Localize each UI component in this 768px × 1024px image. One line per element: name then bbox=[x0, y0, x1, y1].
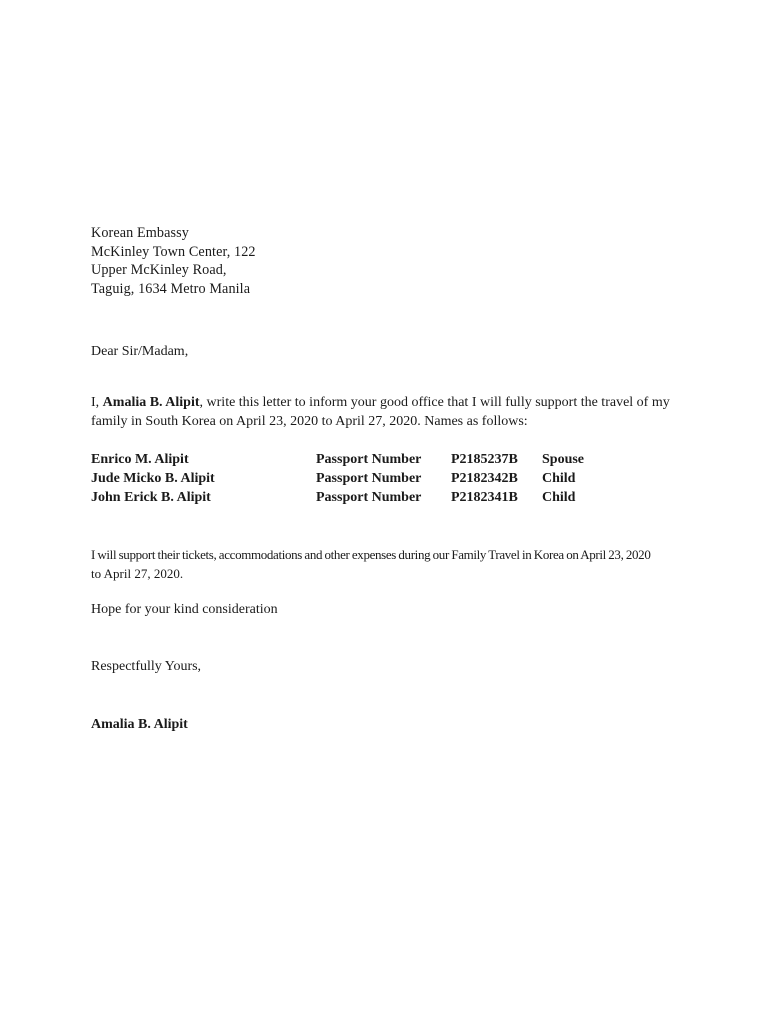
address-line: McKinley Town Center, 122 bbox=[91, 243, 256, 260]
passport-label: Passport Number bbox=[316, 452, 422, 467]
intro-prefix: I, bbox=[91, 395, 103, 410]
intro-line-1 bbox=[91, 393, 681, 412]
relation: Child bbox=[542, 471, 576, 486]
passport-number: P2182341B bbox=[451, 490, 518, 505]
signature-name: Amalia B. Alipit bbox=[91, 717, 188, 732]
passport-label: Passport Number bbox=[316, 471, 422, 486]
address-line: Korean Embassy bbox=[91, 225, 189, 241]
relation: Child bbox=[542, 490, 576, 505]
salutation: Dear Sir/Madam, bbox=[91, 344, 189, 359]
consideration-line: Hope for your kind consideration bbox=[91, 602, 278, 617]
passport-number: P2185237B bbox=[451, 452, 518, 467]
address-line: Upper McKinley Road, bbox=[91, 262, 227, 278]
address-line: Taguig, 1634 Metro Manila bbox=[91, 280, 251, 297]
intro-paragraph bbox=[91, 393, 681, 431]
member-name: Enrico M. Alipit bbox=[91, 452, 189, 467]
support-line-2: to April 27, 2020. bbox=[91, 566, 184, 581]
member-name: Jude Micko B. Alipit bbox=[91, 471, 215, 486]
recipient-address bbox=[91, 224, 256, 298]
intro-line-1-rest: , write this letter to inform your good office that I will fully support the travel of my bbox=[199, 395, 670, 410]
support-paragraph bbox=[91, 545, 691, 583]
support-line-1: I will support their tickets, accommodations and other expenses during our Family Travel in Korea on April 23, 2020 bbox=[91, 547, 651, 562]
passport-label: Passport Number bbox=[316, 490, 422, 505]
member-name: John Erick B. Alipit bbox=[91, 490, 211, 505]
passport-number: P2182342B bbox=[451, 471, 518, 486]
relation: Spouse bbox=[542, 452, 585, 467]
intro-line-2: family in South Korea on April 23, 2020 to April 27, 2020. Names as follows: bbox=[91, 414, 528, 429]
sender-name: Amalia B. Alipit bbox=[102, 395, 200, 410]
closing: Respectfully Yours, bbox=[91, 659, 202, 674]
